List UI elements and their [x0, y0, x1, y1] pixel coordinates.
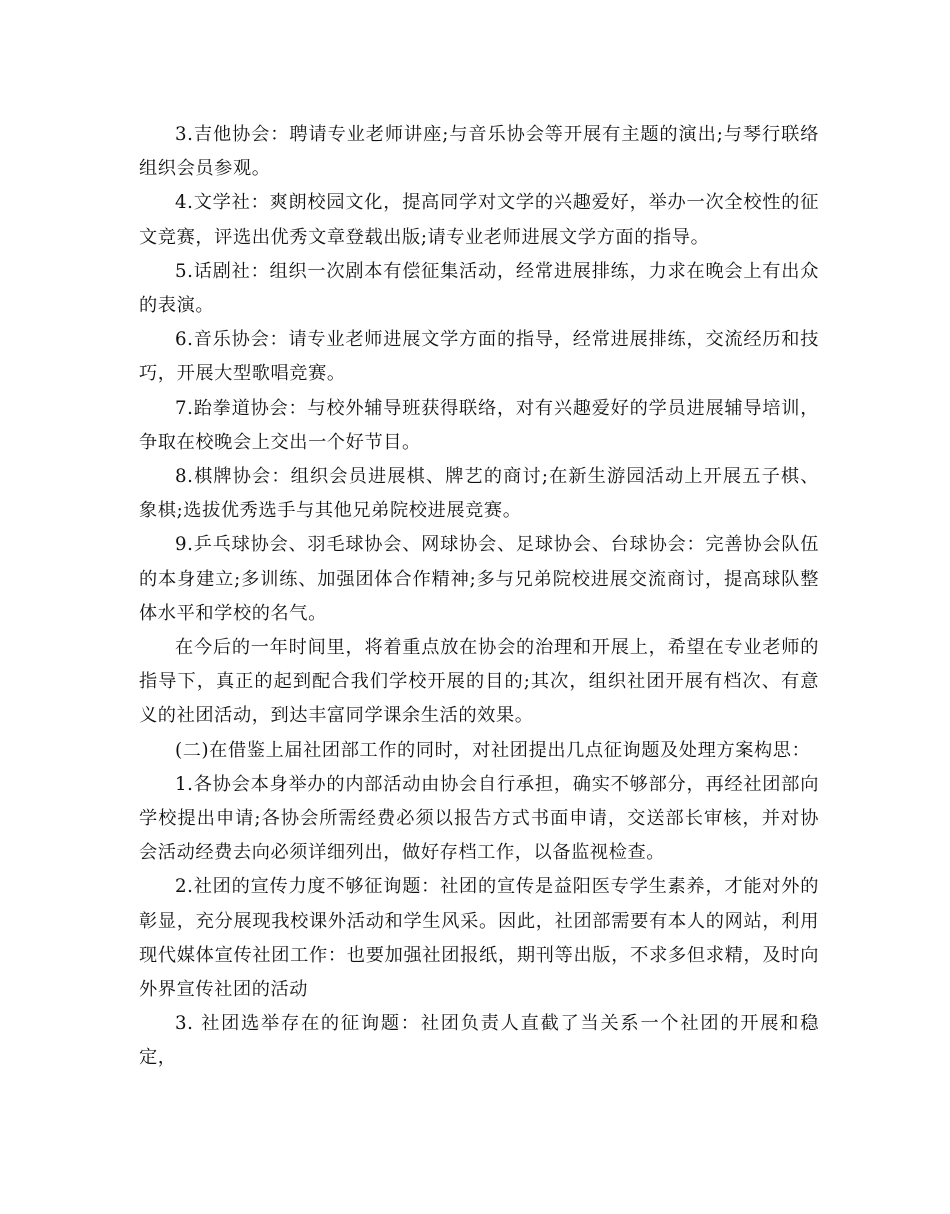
paragraph-chess-card-association: 8.棋牌协会：组织会员进展棋、牌艺的商讨;在新生游园活动上开展五子棋、象棋;选拔优秀选手与其他兄弟院校进展竞赛。 [139, 466, 819, 522]
paragraph-election-issue: 3. 社团选举存在的征询题：社团负责人直截了当关系一个社团的开展和稳定， [139, 1013, 819, 1069]
paragraph-next-year-plan: 在今后的一年时间里，将着重点放在协会的治理和开展上，希望在专业老师的指导下，真正的起到配合我们学校开展的目的;其次，组织社团开展有档次、有意义的社团活动，到达丰富同学课余生活的效果。 [139, 637, 819, 727]
paragraph-guitar-association: 3.吉他协会：聘请专业老师讲座;与音乐协会等开展有主题的演出;与琴行联络组织会员参观。 [139, 124, 819, 180]
paragraph-section-two-heading: (二)在借鉴上届社团部工作的同时，对社团提出几点征询题及处理方案构思： [175, 739, 811, 761]
paragraph-taekwondo-association: 7.跆拳道协会：与校外辅导班获得联络，对有兴趣爱好的学员进展辅导培训，争取在校晚会上交出一个好节目。 [139, 397, 819, 453]
paragraph-literature-society: 4.文学社：爽朗校园文化，提高同学对文学的兴趣爱好，举办一次全校性的征文竞赛，评选出优秀文章登载出版;请专业老师进展文学方面的指导。 [139, 192, 819, 248]
paragraph-publicity-issue: 2.社团的宣传力度不够征询题：社团的宣传是益阳医专学生素养，才能对外的彰显，充分展现我校课外活动和学生风采。因此，社团部需要有本人的网站，利用现代媒体宣传社团工作：也要加强社团报纸，期刊等出版，不求多但求精，及时向外界宣传社团的活动 [139, 876, 819, 1001]
paragraph-drama-society: 5.话剧社：组织一次剧本有偿征集活动，经常进展排练，力求在晚会上有出众的表演。 [139, 260, 819, 317]
paragraph-music-association: 6.音乐协会：请专业老师进展文学方面的指导，经常进展排练，交流经历和技巧，开展大型歌唱竞赛。 [139, 329, 819, 385]
paragraph-funding-issue: 1.各协会本身举办的内部活动由协会自行承担，确实不够部分，再经社团部向学校提出申请;各协会所需经费必须以报告方式书面申请，交送部长审核，并对协会活动经费去向必须详细列出，做好存档工作，以备监视检查。 [139, 773, 819, 864]
document-body [139, 118, 819, 1076]
paragraph-ball-sports-associations: 9.乒乓球协会、羽毛球协会、网球协会、足球协会、台球协会：完善协会队伍的本身建立;多训练、加强团体合作精神;多与兄弟院校进展交流商讨，提高球队整体水平和学校的名气。 [139, 534, 819, 624]
